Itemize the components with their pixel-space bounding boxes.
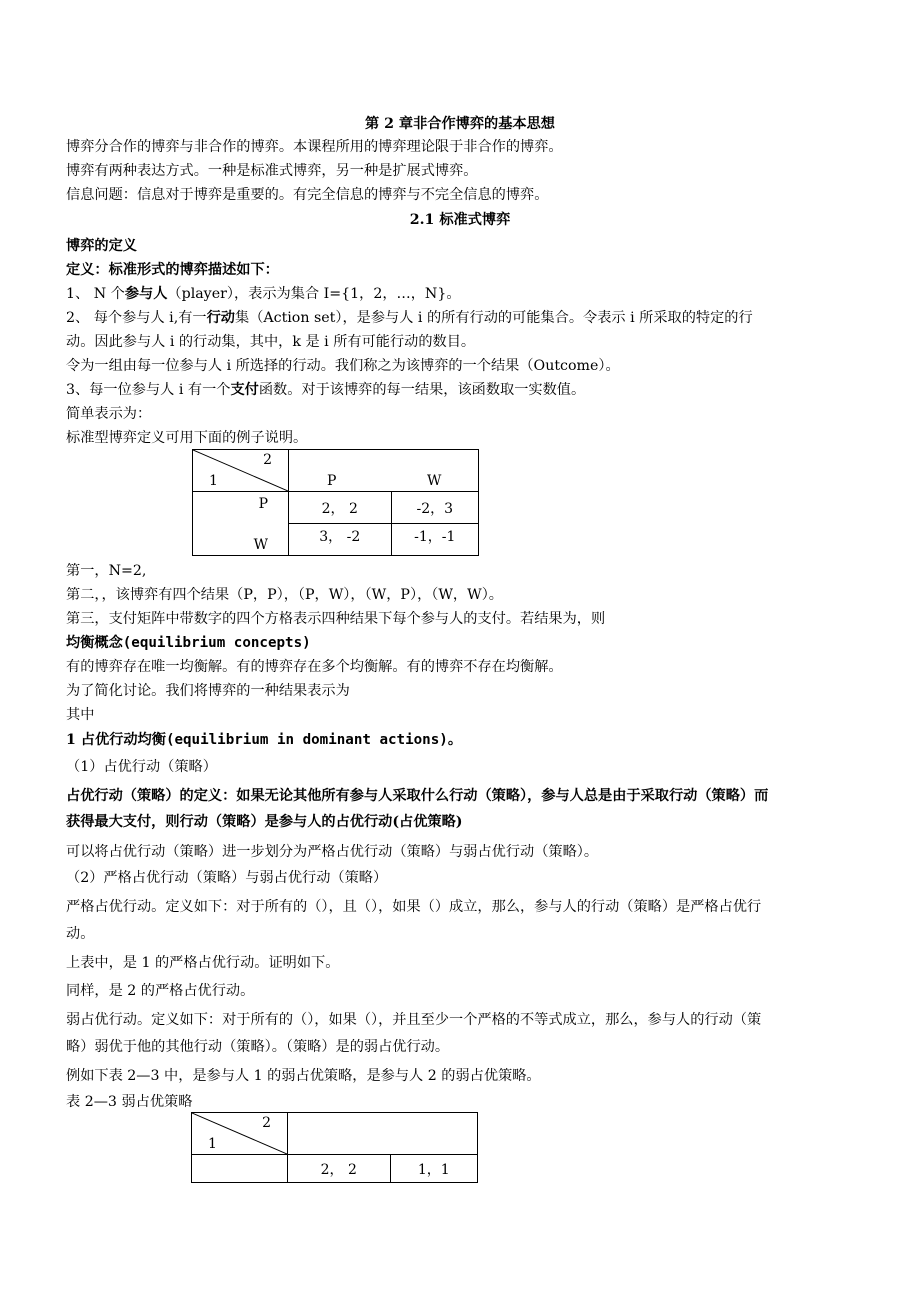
matrix-2-diagonal — [192, 1113, 287, 1154]
strict-line-1: 上表中，是 1 的严格占优行动。证明如下。 — [66, 955, 340, 971]
intro-line-3: 信息问题：信息对于博弈是重要的。有完全信息的博弈与不完全信息的博弈。 — [66, 187, 549, 203]
strict-def-line-1: 严格占优行动。定义如下：对于所有的（），且（），如果（）成立，那么，参与人的行动（策略）是严格占优行 — [66, 899, 762, 915]
split-line: 可以将占优行动（策略）进一步划分为严格占优行动（策略）与弱占优行动（策略）。 — [66, 844, 599, 860]
intro-line-1: 博弈分合作的博弈与非合作的博弈。本课程所用的博弈理论限于非合作的博弈。 — [66, 139, 563, 155]
item-1 — [66, 284, 461, 304]
matrix-2-corner-cell — [192, 1113, 288, 1155]
table-caption: 表 2—3 弱占优策略 — [66, 1094, 193, 1110]
matrix-1-cell-pp: 2， 2 — [289, 492, 392, 524]
dominant-heading — [66, 730, 462, 750]
item-1-pre: 1、 N 个 — [66, 286, 125, 302]
item-1-post: （player），表示为集合 I={1，2，…，N}。 — [167, 286, 461, 302]
example-intro: 标准型博弈定义可用下面的例子说明。 — [66, 430, 308, 446]
matrix-1-col-header-w: W — [427, 473, 442, 489]
definition-heading: 博弈的定义 — [66, 238, 137, 254]
strict-line-2: 同样，是 2 的严格占优行动。 — [66, 983, 255, 999]
equilibrium-line-1: 有的博弈存在唯一均衡解。有的博弈存在多个均衡解。有的博弈不存在均衡解。 — [66, 659, 563, 675]
matrix-1-row-header-cell — [193, 492, 289, 556]
matrix-2-col-header-cell — [288, 1113, 478, 1155]
item-2-line-2: 动。因此参与人 i 的行动集，其中，k 是 i 所有可能行动的数目。 — [66, 334, 476, 350]
matrix-1-cell-ww: -1，-1 — [391, 524, 478, 556]
note-2: 第二，，该博弈有四个结果（P，P），（P，W），（W，P），（W，W）。 — [66, 587, 503, 603]
dominant-heading-cn: 1 占优行动均衡 — [66, 732, 166, 748]
equilibrium-line-3: 其中 — [66, 707, 95, 723]
note-1: 第一，N=2, — [66, 563, 147, 579]
dominant-def-line-2: 获得最大支付，则行动（策略）是参与人的占优行动(占优策略) — [66, 814, 463, 830]
matrix-2-cell-2: 1，1 — [390, 1155, 477, 1183]
note-3: 第三，支付矩阵中带数字的四个方格表示四种结果下每个参与人的支付。若结果为，则 — [66, 611, 606, 627]
equilibrium-heading — [66, 633, 311, 653]
weak-def-line-1: 弱占优行动。定义如下：对于所有的（），如果（），并且至少一个严格的不等式成立，那么，参与人的行动（策 — [66, 1012, 762, 1028]
payoff-matrix-1 — [192, 449, 479, 556]
item-2 — [66, 308, 753, 328]
matrix-1-col-player: 2 — [263, 452, 272, 468]
matrix-1-col-header-cell — [289, 450, 479, 492]
chapter-title: 第 2 章非合作博弈的基本思想 — [364, 116, 555, 132]
matrix-1-cell-wp: 3， -2 — [289, 524, 392, 556]
matrix-1-diagonal — [193, 450, 288, 491]
weak-def-line-2: 略）弱优于他的其他行动（策略）。（策略）是的弱占优行动。 — [66, 1039, 450, 1055]
matrix-2-cell-1: 2， 2 — [288, 1155, 391, 1183]
intro-line-2: 博弈有两种表达方式。一种是标准式博弈，另一种是扩展式博弈。 — [66, 163, 478, 179]
matrix-1-corner-cell — [193, 450, 289, 492]
matrix-1-row-header-p: P — [258, 496, 268, 512]
item-2-bold: 行动 — [206, 310, 235, 326]
subsection-1: （1）占优行动（策略） — [66, 759, 217, 775]
item-3-bold: 支付 — [230, 382, 259, 398]
example-2: 例如下表 2—3 中，是参与人 1 的弱占优策略，是参与人 2 的弱占优策略。 — [66, 1068, 541, 1084]
dominant-def-line-1: 占优行动（策略）的定义：如果无论其他所有参与人采取什么行动（策略），参与人总是由于采取行动（策略）而 — [66, 788, 769, 804]
payoff-matrix-2 — [191, 1112, 478, 1183]
equilibrium-line-2: 为了简化讨论。我们将博弈的一种结果表示为 — [66, 683, 350, 699]
equilibrium-heading-en: (equilibrium concepts) — [122, 635, 311, 651]
strict-def-line-2: 动。 — [66, 926, 95, 942]
section-title: 2.1 标准式博弈 — [409, 212, 511, 228]
dominant-heading-en: (equilibrium in dominant actions) — [165, 732, 448, 748]
item-2-post: 集（Action set），是参与人 i 的所有行动的可能集合。令表示 i 所采取的特定的行 — [235, 310, 753, 326]
matrix-1-cell-pw: -2，3 — [391, 492, 478, 524]
subsection-2: （2）严格占优行动（策略）与弱占优行动（策略） — [66, 870, 388, 886]
equilibrium-heading-cn: 均衡概念 — [66, 635, 123, 651]
matrix-2-row-header-cell — [192, 1155, 288, 1183]
item-3-pre: 3、每一位参与人 i 有一个 — [66, 382, 231, 398]
definition-subheading: 定义：标准形式的博弈描述如下： — [66, 262, 279, 278]
item-1-bold: 参与人 — [124, 286, 168, 302]
matrix-1-row-player: 1 — [209, 473, 218, 489]
matrix-2-row-player: 1 — [208, 1136, 217, 1152]
matrix-1-row-header-w: W — [253, 537, 268, 553]
item-3-post: 函数。对于该博弈的每一结果，该函数取一实数值。 — [258, 382, 586, 398]
matrix-1-col-header-p: P — [327, 473, 337, 489]
item-2-pre: 2、 每个参与人 i,有一 — [66, 310, 207, 326]
matrix-2-col-player: 2 — [262, 1115, 271, 1131]
outcome-line: 令为一组由每一位参与人 i 所选择的行动。我们称之为该博弈的一个结果（Outcome）。 — [66, 358, 620, 374]
dominant-heading-tail: 。 — [447, 732, 463, 748]
item-3 — [66, 380, 585, 400]
simple-representation: 简单表示为： — [66, 406, 152, 422]
